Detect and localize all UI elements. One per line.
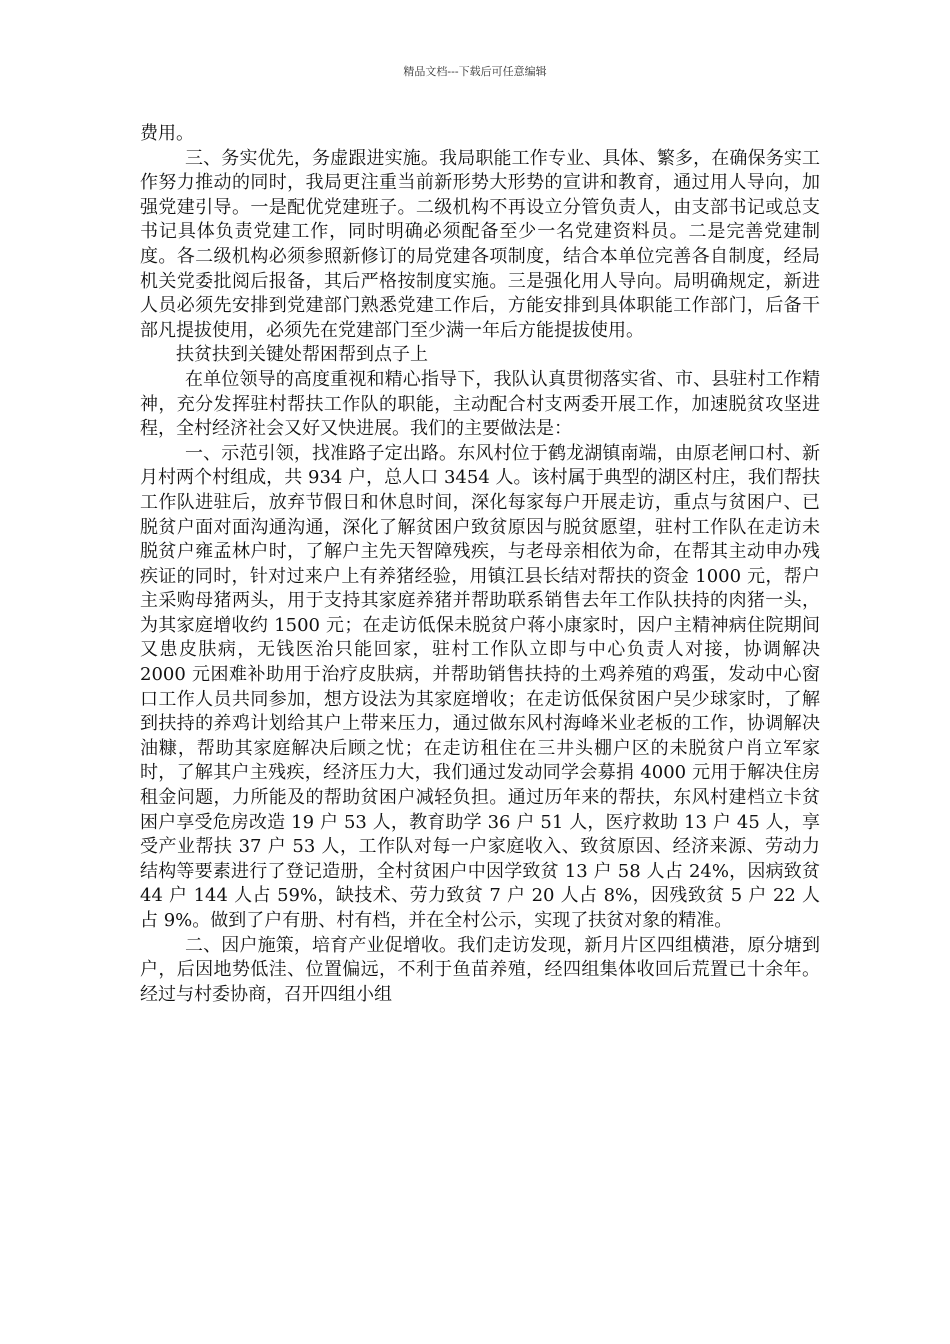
paragraph: 一、示范引领，找准路子定出路。东风村位于鹤龙湖镇南端，由原老闸口村、新月村两个村组成，共 934 户，总人口 3454 人。该村属于典型的湖区村庄，我们帮扶工作队进驻后，放弃节假日和休息时间，深化每家每户开展走访，重点与贫困户、已脱贫户面对面沟通沟通，深化了解贫困户致贫原因与脱贫愿望，驻村工作队在走访未脱贫户雍孟林户时，了解户主先天智障残疾，与老母亲相依为命，在帮其主动申办残疾证的同时，针对过来户上有养猪经验，用镇江县长结对帮扶的资金 1000 元，帮户主采购母猪两头，用于支持其家庭养猪并帮助联系销售去年工作队扶持的肉猪一头，为其家庭增收约 1500 元；在走访低保未脱贫户蒋小康家时，因户主精神病住院期间又患皮肤病，无钱医治只能回家，驻村工作队立即与中心负责人对接，协调解决 2000 元困难补助用于治疗皮肤病，并帮助销售扶持的土鸡养殖的鸡蛋，发动中心窗口工作人员共同参加，想方设法为其家庭增收；在走访低保贫困户吴少球家时，了解到扶持的养鸡计划给其户上带来压力，通过做东风村海峰米业老板的工作，协调解决油糠，帮助其家庭解决后顾之忧；在走访租住在三井头棚户区的未脱贫户肖立军家时，了解其户主残疾，经济压力大，我们通过发动同学会募捐 4000 元用于解决住房租金问题，力所能及的帮助贫困户减轻负担。通过历年来的帮扶，东风村建档立卡贫困户享受危房改造 19 户 53 人，教育助学 36 户 51 人，医疗救助 13 户 45 人，享受产业帮扶 37 户 53 人，工作队对每一户家庭收入、致贫原因、经济来源、劳动力结构等要素进行了登记造册，全村贫困户中因学致贫 13 户 58 人占 24%，因病致贫 44 户 144 人占 59%，缺技术、劳力致贫 7 户 20 人占 8%，因残致贫 5 户 22 人占 9%。做到了户有册、村有档，并在全村公示，实现了扶贫对象的精准。 bbox=[140, 442, 820, 931]
paragraph: 三、务实优先，务虚跟进实施。我局职能工作专业、具体、繁多，在确保务实工作努力推动的同时，我局更注重当前新形势大形势的宣讲和教育，通过用人导向，加强党建引导。一是配优党建班子。二级机构不再设立分管负责人，由支部书记或总支书记具体负责党建工作，同时明确必须配备至少一名党建资料员。二是完善党建制度。各二级机构必须参照新修订的局党建各项制度，结合本单位完善各自制度，经局机关党委批阅后报备，其后严格按制度实施。三是强化用人导向。局明确规定，新进人员必须先安排到党建部门熟悉党建工作后，方能安排到具体职能工作部门，后备干部凡提拔使用，必须先在党建部门至少满一年后方能提拔使用。 bbox=[140, 147, 820, 341]
section-title: 扶贫扶到关键处帮困帮到点子上 bbox=[176, 344, 428, 366]
document-body bbox=[140, 122, 820, 1007]
paragraph: 在单位领导的高度重视和精心指导下，我队认真贯彻落实省、市、县驻村工作精神，充分发挥驻村帮扶工作队的职能，主动配合村支两委开展工作，加速脱贫攻坚进程，全村经济社会又好又快进展。我们的主要做法是： bbox=[140, 368, 820, 440]
paragraph: 二、因户施策，培育产业促增收。我们走访发现，新月片区四组横港，原分塘到户，后因地势低洼、位置偏远，不利于鱼苗养殖，经四组集体收回后荒置已十余年。经过与村委协商，召开四组小组 bbox=[140, 934, 820, 1005]
page-header: 精品文档---下载后可任意编辑 bbox=[403, 65, 547, 78]
paragraph: 费用。 bbox=[140, 123, 194, 144]
